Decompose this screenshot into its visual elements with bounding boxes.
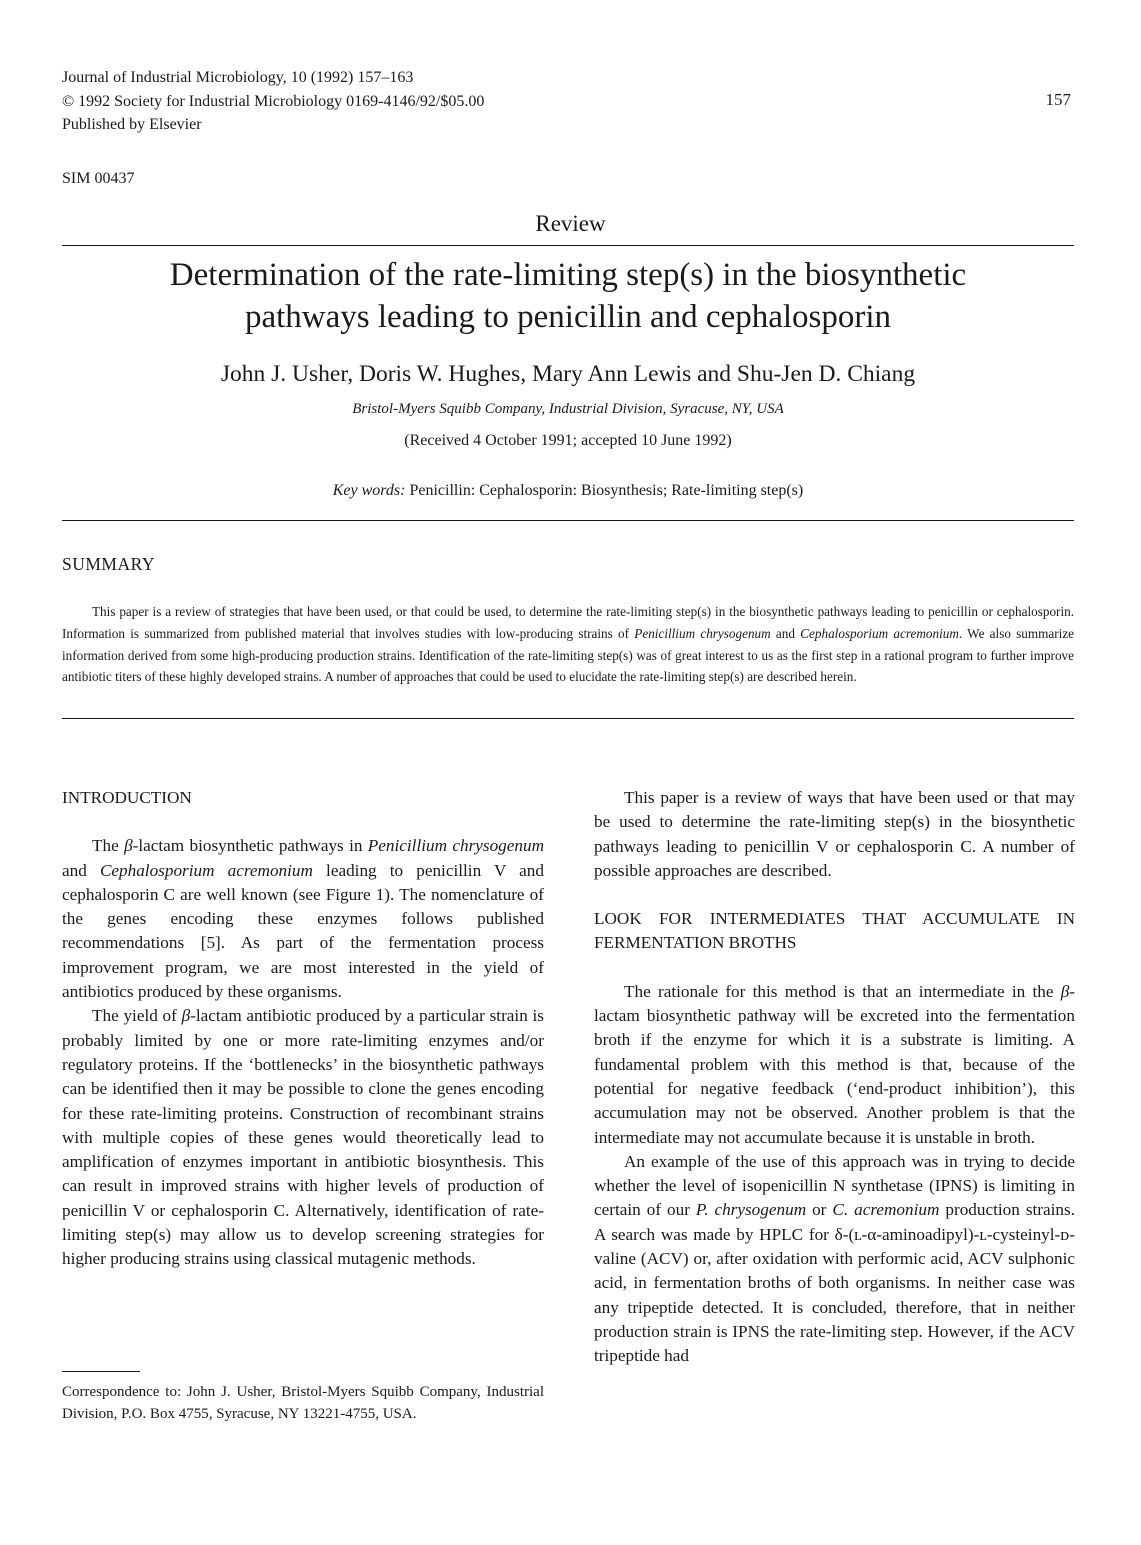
page-title xyxy=(62,254,1074,338)
text: leading to penicillin V and cephalosporin C are well known (see Figure 1). The nomenclature of the genes encoding these enzymes follows published recommendations [5]. As part of the fermentation process improvement program, we are most interested in the yield of antibiotics produced by these organisms. xyxy=(62,860,544,1002)
keywords-label: Key words: xyxy=(332,482,406,499)
intermediates-paragraph-1 xyxy=(594,980,1075,1150)
beta-symbol: β xyxy=(124,836,133,856)
right-column xyxy=(594,786,1075,1369)
text: The yield of xyxy=(92,1006,182,1026)
organism-name: C. acremonium xyxy=(832,1200,940,1220)
text: An example of the use of this approach was in trying to decide whether the level of isopenicillin N synthetase (IPNS) is limiting in certain of our xyxy=(594,1151,1075,1220)
organism-name: Penicillium chrysogenum xyxy=(367,836,544,856)
text: and xyxy=(62,860,100,880)
summary-body xyxy=(62,601,1074,688)
summary-heading: SUMMARY xyxy=(62,554,155,574)
beta-symbol: β xyxy=(181,1006,191,1026)
authors: John J. Usher, Doris W. Hughes, Mary Ann Lewis and Shu-Jen D. Chiang xyxy=(220,361,916,387)
article-id: SIM 00437 xyxy=(62,170,135,187)
summary-organism: Penicillium chrysogenum xyxy=(634,625,771,641)
text: production strains. A search was made by HPLC for δ-(ʟ-α-aminoadipyl)-ʟ-cysteinyl-ᴅ-valine (ACV) or, after oxidation with performic acid, ACV sulphonic acid, in fermentation broths of both organisms. In neither case was any tripeptide detected. It is concluded, therefore, that in neither production strain is IPNS the rate-limiting step. However, if the ACV tripeptide had xyxy=(594,1200,1075,1366)
summary-top-rule xyxy=(62,520,1074,521)
received-dates: (Received 4 October 1991; accepted 10 June 1992) xyxy=(404,432,732,449)
intro-paragraph-2 xyxy=(62,1004,544,1271)
title-line-2: pathways leading to penicillin and cephalosporin xyxy=(244,299,892,335)
intermediates-paragraph-2 xyxy=(594,1150,1075,1369)
organism-name: P. chrysogenum xyxy=(695,1200,807,1220)
title-rule xyxy=(62,245,1074,246)
section-type: Review xyxy=(535,211,606,236)
summary-organism: Cephalosporium acremonium xyxy=(800,625,959,641)
summary-bottom-rule xyxy=(62,718,1074,719)
intermediates-heading: LOOK FOR INTERMEDIATES THAT ACCUMULATE IN FERMENTATION BROTHS xyxy=(594,909,1075,953)
page-number: 157 xyxy=(1045,90,1071,109)
text: or xyxy=(806,1200,833,1220)
text: -lactam biosynthetic pathways in xyxy=(132,836,368,856)
organism-name: Cephalosporium acremonium xyxy=(99,860,313,880)
journal-header xyxy=(62,66,484,137)
intro-heading: INTRODUCTION xyxy=(62,788,192,807)
keywords xyxy=(62,482,1074,500)
left-column xyxy=(62,786,544,1272)
summary-text: and xyxy=(770,625,801,641)
beta-symbol: β xyxy=(1060,981,1070,1001)
text: -lactam antibiotic produced by a particular strain is probably limited by one or more rate-limiting enzymes and/or regulatory proteins. If the ‘bottlenecks’ in the biosynthetic pathways can be identified then it may be possible to clone the genes encoding for these rate-limiting proteins. Construction of recombinant strains with multiple copies of these genes would theoretically lead to amplification of enzymes important in antibiotic biosynthesis. This can result in improved strains with higher levels of production of penicillin V or cephalosporin C. Alternatively, identification of rate-limiting step(s) may allow us to develop screening strategies for higher producing strains using classical mutagenic methods. xyxy=(62,1006,544,1269)
publisher-line: Published by Elsevier xyxy=(62,116,202,133)
footnote-rule xyxy=(62,1371,140,1372)
summary-text: This paper is a review of strategies that have been used, or that could be used, to determine the rate-limiting step(s) in the biosynthetic pathways leading to penicillin or cephalosporin. Information is summarized from published material that involves studies with low-producing strains of xyxy=(62,604,1074,641)
journal-citation: Journal of Industrial Microbiology, 10 (1992) 157–163 xyxy=(62,69,414,86)
copyright-line: © 1992 Society for Industrial Microbiology 0169-4146/92/$05.00 xyxy=(62,92,485,110)
intro-paragraph-1 xyxy=(62,834,544,1004)
text: The rationale for this method is that an intermediate in the xyxy=(624,981,1061,1001)
affiliation: Bristol-Myers Squibb Company, Industrial Division, Syracuse, NY, USA xyxy=(352,401,784,417)
text: -lactam biosynthetic pathway will be excreted into the fermentation broth if the enzyme for which it is a substrate is limiting. A fundamental problem with this method is that, because of the potential for negative feedback (‘end-product inhibition’), this accumulation may not be observed. Another problem is that the intermediate may not accumulate because it is unstable in broth. xyxy=(594,981,1075,1147)
review-scope-paragraph: This paper is a review of ways that have been used or that may be used to determine the rate-limiting step(s) in the biosynthetic pathways leading to penicillin V or cephalosporin C. A number of possible approaches are described. xyxy=(594,788,1075,880)
text: The xyxy=(92,836,125,856)
title-line-1: Determination of the rate-limiting step(s) in the biosynthetic xyxy=(169,257,967,293)
keywords-list: Penicillin: Cephalosporin: Biosynthesis; Rate-limiting step(s) xyxy=(409,482,804,499)
correspondence-footnote: Correspondence to: John J. Usher, Bristol-Myers Squibb Company, Industrial Division, P.O. Box 4755, Syracuse, NY 13221-4755, USA. xyxy=(62,1384,544,1422)
summary-text: . We also summarize information derived from some high-producing production strains. Identification of the rate-limiting step(s) was of great interest to us as the first step in a rational program to further improve antibiotic titers of these highly developed strains. A number of approaches that could be used to elucidate the rate-limiting step(s) are described herein. xyxy=(62,625,1075,685)
